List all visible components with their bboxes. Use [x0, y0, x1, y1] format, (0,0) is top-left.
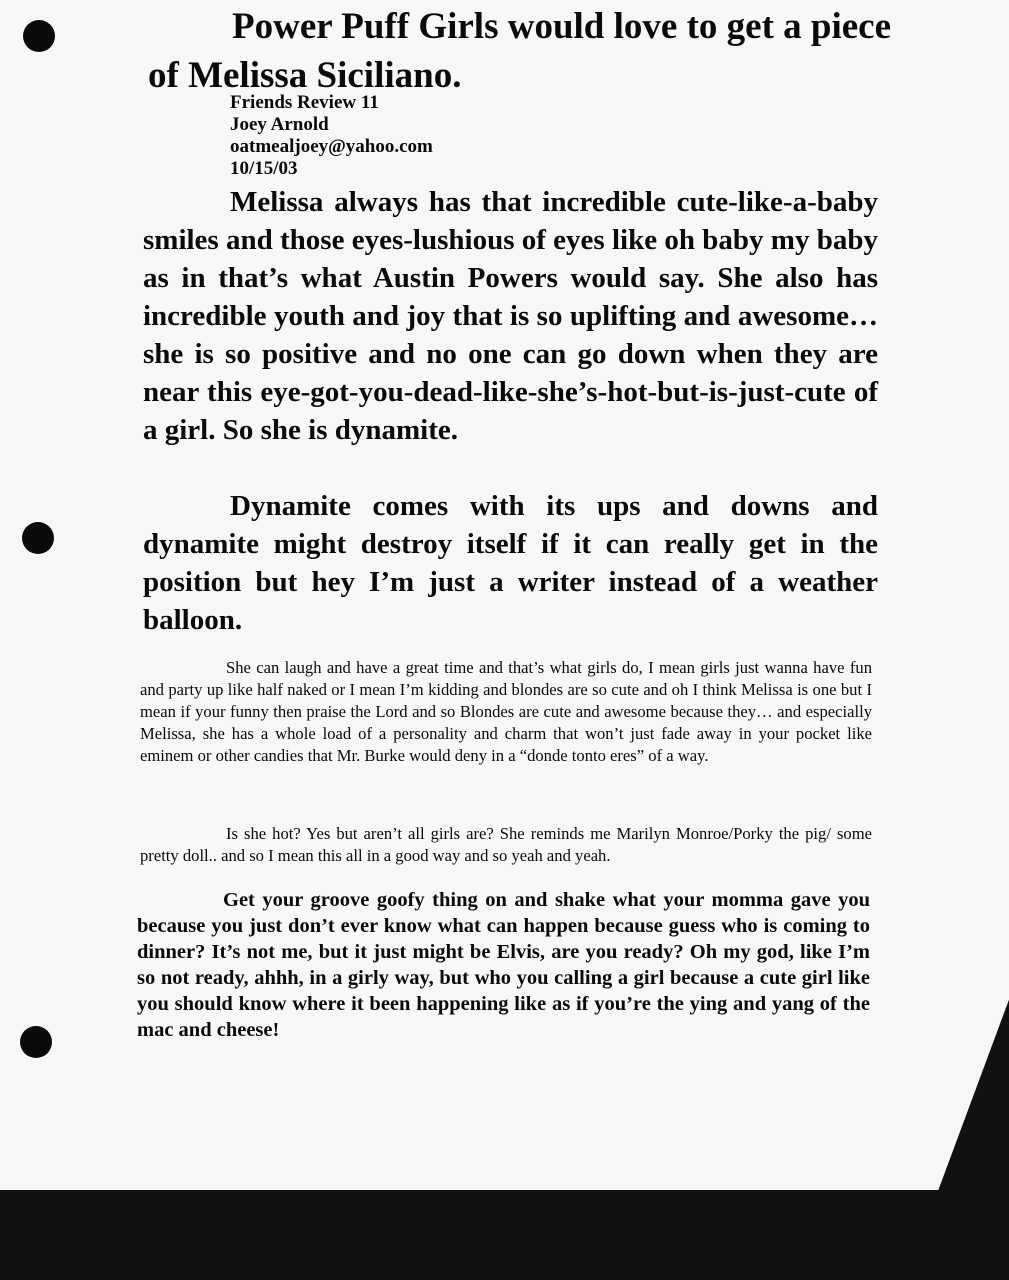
author-name: Joey Arnold [230, 114, 329, 135]
paragraph-2: Dynamite comes with its ups and downs and dynamite might destroy itself if it can really get in the position but hey I’m just a writer instead of a weather balloon. [143, 490, 878, 636]
paragraph-3: She can laugh and have a great time and that’s what girls do, I mean girls just wanna have fun and party up like half naked or I mean I’m kidding and blondes are so cute and oh I think Melissa is one but I mean if your funny then praise the Lord and so Blondes are cute and awesome because they… and especially Melissa, she has a whole load of a personality and charm that won’t just fade away in your pocket like eminem or other candies that Mr. Burke would deny in a “donde tonto eres” of a way. [140, 658, 872, 765]
document-title: Power Puff Girls would love to get a piece of Melissa Siciliano. [148, 6, 892, 96]
paragraph-5: Get your groove goofy thing on and shake what your momma gave you because you just don’t ever know what can happen because guess who is coming to dinner? It’s not me, but it just might be Elvis, are you ready? Oh my god, like I’m so not ready, ahhh, in a girly way, but who you calling a girl because a cute girl like you should know where it been happening like as if you’re the ying and yang of the mac and cheese! [137, 889, 870, 1041]
paragraph-4: Is she hot? Yes but aren’t all girls are? She reminds me Marilyn Monroe/Porky the pig/ some pretty doll.. and so I mean this all in a good way and so yeah and yeah. [140, 824, 872, 865]
document-meta [230, 92, 433, 180]
paragraph-1: Melissa always has that incredible cute-like-a-baby smiles and those eyes-lushious of eyes like oh baby my baby as in that’s what Austin Powers would say. She also has incredible youth and joy that is so uplifting and awesome… she is so positive and no one can go down when they are near this eye-got-you-dead-like-she’s-hot-but-is-just-cute of a girl. So she is dynamite. [143, 186, 878, 446]
punch-hole-top [23, 20, 55, 52]
author-email: oatmealjoey@yahoo.com [230, 136, 433, 157]
punch-hole-bottom [20, 1026, 52, 1058]
punch-hole-middle [22, 522, 54, 554]
document-date: 10/15/03 [230, 158, 298, 179]
series-label: Friends Review 11 [230, 92, 379, 113]
